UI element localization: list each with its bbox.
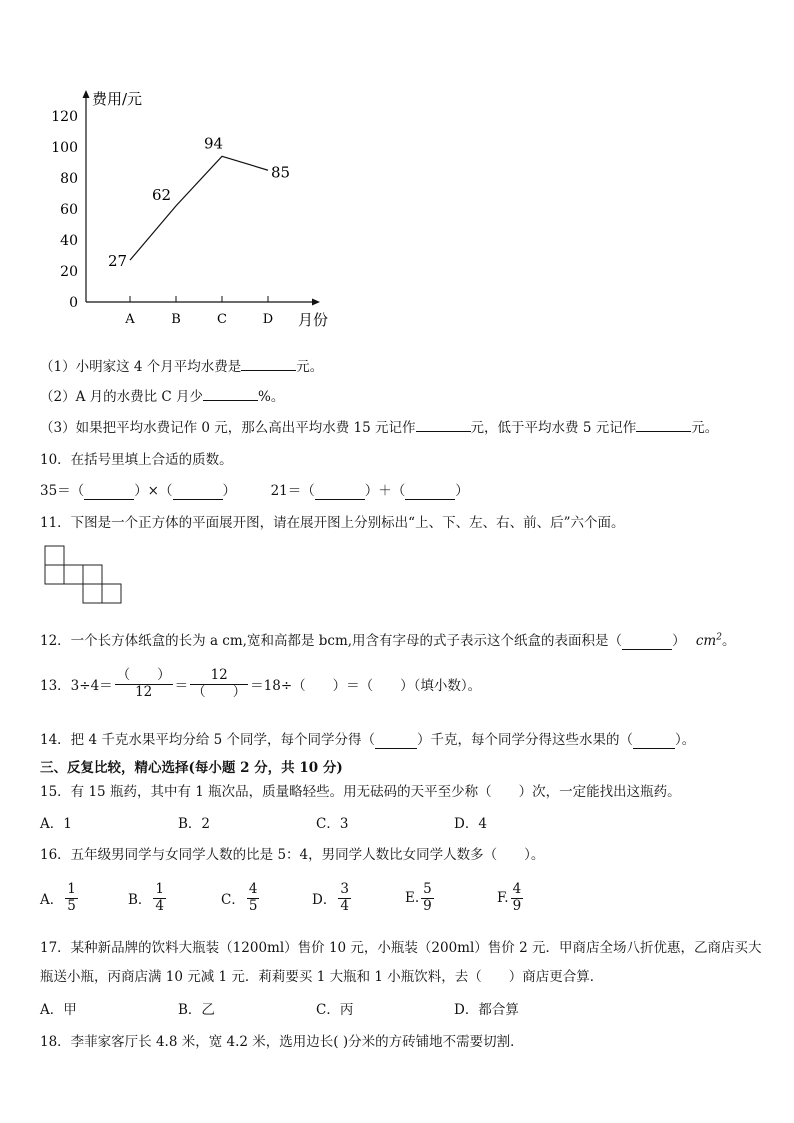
fraction-numerator: 12 <box>210 667 228 683</box>
option-letter: C． <box>221 892 245 908</box>
option-letter: B． <box>128 892 152 908</box>
answer-blank[interactable] <box>315 483 365 500</box>
fraction-numerator: 4 <box>248 880 258 897</box>
net-square[interactable] <box>83 584 102 603</box>
q16-option[interactable] <box>405 876 436 920</box>
q16-option[interactable] <box>312 876 353 920</box>
answer-blank[interactable] <box>203 386 258 401</box>
y-tick-label: 20 <box>60 264 78 280</box>
q16-option[interactable] <box>497 876 525 920</box>
q9-part2-unit: %。 <box>258 389 285 405</box>
fraction-numerator: 5 <box>423 880 432 897</box>
x-axis-arrow <box>312 299 320 306</box>
q10-eq1-right: ） <box>222 483 236 499</box>
q13 <box>40 668 481 700</box>
net-square[interactable] <box>64 565 83 584</box>
option-letter: D． <box>312 892 337 908</box>
q13-fraction-2 <box>190 668 248 700</box>
q9-part3 <box>40 416 718 436</box>
q9-part3-mid: 元，低于平均水费 5 元记作 <box>470 420 637 436</box>
q9-part2 <box>40 385 284 405</box>
answer-blank[interactable] <box>636 417 691 432</box>
fraction-numerator: 1 <box>67 880 76 897</box>
q10-title: 10．在括号里填上合适的质数。 <box>40 452 233 468</box>
fraction-numerator: 1 <box>155 880 165 897</box>
q12-end: 。 <box>721 633 736 649</box>
q12 <box>40 629 735 650</box>
fraction-denominator: 4 <box>340 897 349 914</box>
option-fraction <box>65 882 78 914</box>
q13-fraction-1 <box>115 668 173 700</box>
q10-eq1-left: 35＝（ <box>40 483 85 499</box>
answer-blank[interactable] <box>405 483 455 500</box>
q17-line-2: 瓶送小瓶，丙商店满 10 元减 1 元．莉莉要买 1 大瓶和 1 小瓶饮料，去（ ）商店更合算． <box>40 969 604 985</box>
q14 <box>40 728 695 749</box>
answer-blank[interactable] <box>375 732 417 749</box>
q10-equations <box>40 479 469 500</box>
q9-part1 <box>40 355 323 375</box>
series-line <box>130 156 268 260</box>
y-axis-arrow <box>83 90 90 98</box>
data-label: 85 <box>271 163 291 182</box>
answer-blank[interactable] <box>416 417 471 432</box>
q12-unit-sup: 2 <box>716 632 722 643</box>
fraction-denominator: 9 <box>423 897 432 914</box>
fraction-denominator[interactable]: （ ） <box>192 683 247 700</box>
y-tick-label: 40 <box>60 233 78 249</box>
answer-blank[interactable] <box>241 356 296 371</box>
q10-eq2-left: 21＝（ <box>270 483 315 499</box>
option-fraction <box>421 882 434 914</box>
answer-blank[interactable] <box>622 633 672 650</box>
fraction-numerator: 3 <box>340 880 349 897</box>
data-label: 62 <box>152 185 172 204</box>
fraction-numerator[interactable]: （ ） <box>116 667 171 683</box>
q10-eq1-mid: ）×（ <box>134 483 173 499</box>
y-tick-label: 80 <box>60 171 78 187</box>
q15-option[interactable]: C．3 <box>316 816 349 832</box>
cube-net-figure <box>44 545 126 607</box>
q13-text: 13．3÷4＝ <box>40 678 113 695</box>
x-axis-label: 月份 <box>298 311 329 329</box>
option-fraction <box>338 882 351 914</box>
answer-blank[interactable] <box>633 732 675 749</box>
option-fraction <box>153 882 166 914</box>
fraction-denominator: 12 <box>135 683 153 700</box>
q12-text: 12．一个长方体纸盒的长为 a cm,宽和高都是 bcm,用含有字母的式子表示这个纸盒的表面积是（ <box>40 633 623 649</box>
q12-close: ） <box>672 633 686 649</box>
data-label: 27 <box>108 252 128 271</box>
q15-text: 15．有 15 瓶药，其中有 1 瓶次品，质量略轻些。用无砝码的天平至少称（ ）次，一定能找出这瓶药。 <box>40 784 681 800</box>
answer-blank[interactable] <box>173 483 223 500</box>
net-square[interactable] <box>45 546 64 565</box>
q10-eq2-mid: ）＋（ <box>364 483 406 499</box>
q17-option[interactable]: C．丙 <box>316 1002 354 1018</box>
q12-unit <box>696 633 722 649</box>
q11-title: 11．下图是一个正方体的平面展开图，请在展开图上分别标出“上、下、左、右、前、后”六个面。 <box>40 515 625 531</box>
x-tick-label: B <box>171 312 181 327</box>
q14-close: ）。 <box>675 732 696 748</box>
net-square[interactable] <box>45 565 64 584</box>
net-square[interactable] <box>83 565 102 584</box>
q9-part2-text: （2）A 月的水费比 C 月少 <box>40 389 204 405</box>
fraction-denominator: 5 <box>248 897 258 914</box>
y-axis-label: 费用/元 <box>92 90 143 108</box>
y-tick-label: 0 <box>69 295 78 311</box>
fraction-numerator: 4 <box>512 880 522 897</box>
x-tick-label: C <box>217 312 227 327</box>
x-tick-label: D <box>262 312 274 327</box>
q9-part1-unit: 元。 <box>296 359 324 375</box>
q9-part3-text: （3）如果把平均水费记作 0 元，那么高出平均水费 15 元记作 <box>40 420 416 436</box>
section-3-title: 三、反复比较，精心选择(每小题 2 分，共 10 分) <box>40 760 343 776</box>
q17-option[interactable]: D．都合算 <box>454 1002 519 1018</box>
x-tick-label: A <box>125 312 135 327</box>
fraction-denominator: 9 <box>512 897 522 914</box>
data-label: 94 <box>204 134 224 153</box>
q17-option[interactable]: A．甲 <box>40 1002 77 1018</box>
option-fraction <box>247 882 260 914</box>
q17-line-1: 17．某种新品牌的饮料大瓶装（1200ml）售价 10 元，小瓶装（200ml）售价 2 元．甲商店全场八折优惠，乙商店买大 <box>40 940 762 956</box>
q16-option[interactable] <box>128 876 168 920</box>
y-tick-label: 60 <box>60 202 78 218</box>
q18-text: 18．李菲家客厅长 4.8 米，宽 4.2 米，选用边长( )分米的方砖铺地不需要切割． <box>40 1034 524 1050</box>
q15-option[interactable]: D．4 <box>454 816 487 832</box>
q17-option[interactable]: B．乙 <box>178 1002 215 1018</box>
q15-option[interactable]: B．2 <box>178 816 211 832</box>
q16-options <box>40 876 560 920</box>
q12-unit-cm: cm <box>695 633 717 649</box>
answer-blank[interactable] <box>84 483 134 500</box>
net-square[interactable] <box>102 584 121 603</box>
q9-part3-unit: 元。 <box>691 420 719 436</box>
q16-option[interactable] <box>221 876 261 920</box>
q14-text: 14．把 4 千克水果平均分给 5 个同学，每个同学分得（ <box>40 732 376 748</box>
q16-option[interactable] <box>40 876 80 920</box>
option-letter: F. <box>497 890 509 906</box>
q13-tail: ＝18÷（ ）＝（ ）（填小数）。 <box>250 678 482 695</box>
q15-option[interactable]: A．1 <box>40 816 72 832</box>
q16-text: 16．五年级男同学与女同学人数的比是 5：4，男同学人数比女同学人数多（ ）。 <box>40 847 545 863</box>
y-tick-label: 100 <box>51 140 78 156</box>
q13-equals: ＝ <box>174 678 189 695</box>
option-letter: A． <box>40 892 64 908</box>
option-fraction <box>511 882 524 914</box>
q10-eq2-right: ） <box>455 483 469 499</box>
fraction-denominator: 5 <box>67 897 76 914</box>
water-fee-line-chart <box>40 80 350 340</box>
y-tick-label: 120 <box>51 109 78 125</box>
fraction-denominator: 4 <box>155 897 165 914</box>
q14-mid: ）千克，每个同学分得这些水果的（ <box>417 732 634 748</box>
q9-part1-text: （1）小明家这 4 个月平均水费是 <box>40 359 242 375</box>
option-letter: E. <box>405 890 420 906</box>
